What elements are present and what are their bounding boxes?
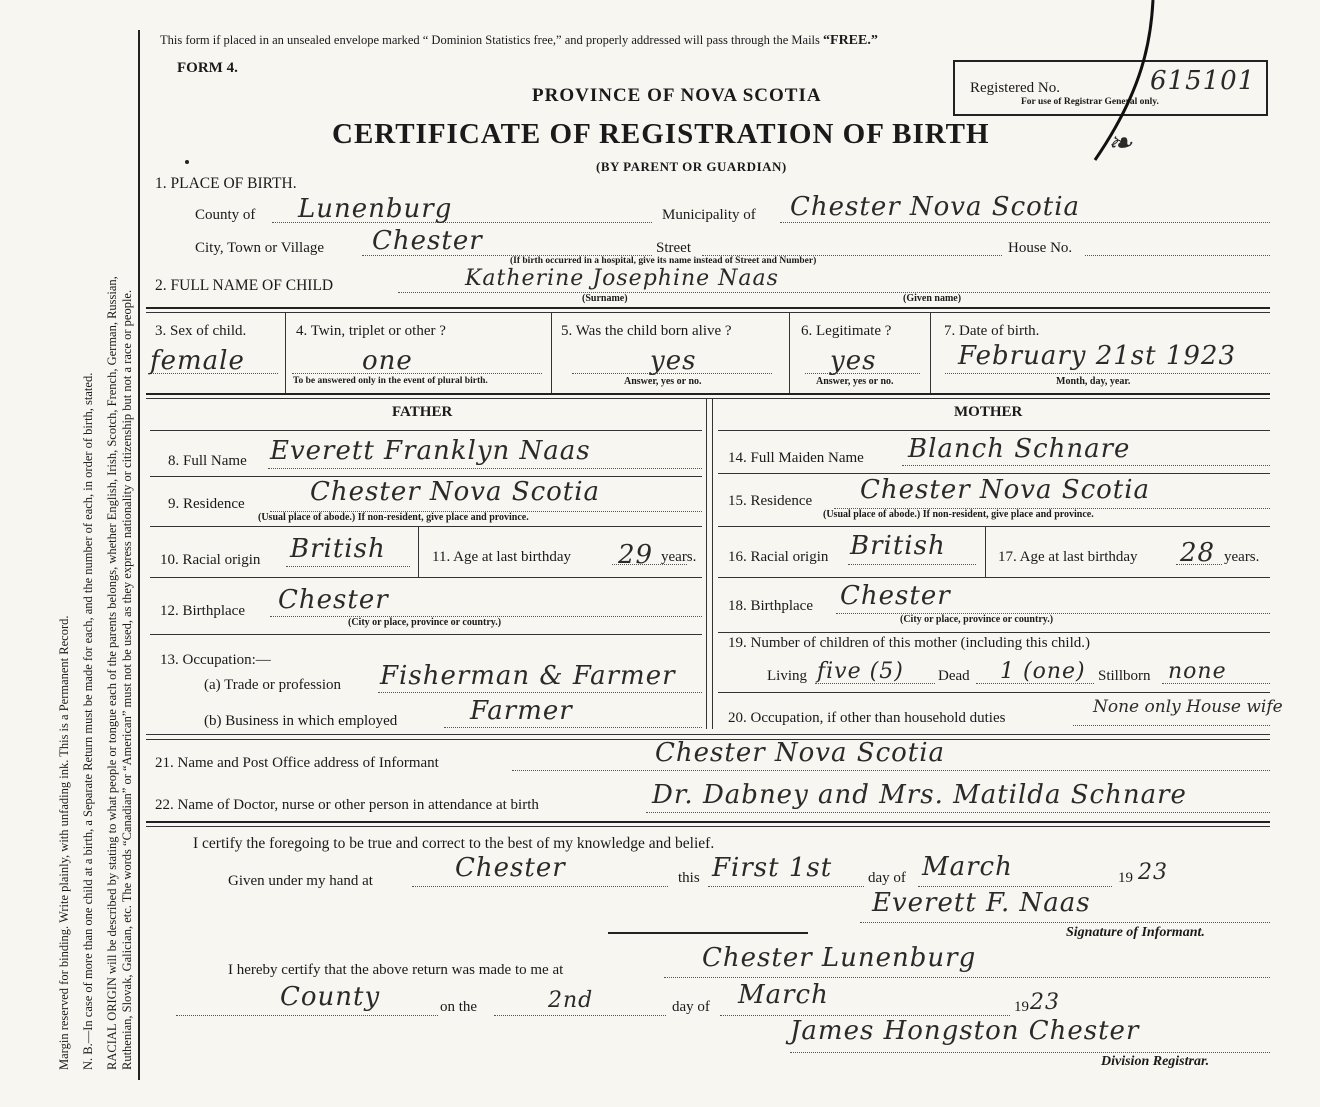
father-age-value: 29 [618,540,654,570]
child-name-label: 2. FULL NAME OF CHILD [155,277,334,294]
dead-label: Dead [938,668,970,684]
given-at-value: Chester [455,853,566,883]
informant-signature: Everett F. Naas [872,888,1091,918]
father-residence-label: 9. Residence [168,496,245,512]
form-number: FORM 4. [177,60,238,76]
father-name-value: Everett Franklyn Naas [270,436,591,466]
sex-value: female [150,346,245,376]
children-count-label: 19. Number of children of this mother (including this child.) [728,635,1091,651]
business-label: (b) Business in which employed [204,713,398,729]
trade-value: Fisherman & Farmer [380,661,676,691]
county-label: County of [195,207,256,223]
year-prefix-label: 19 [1118,870,1133,886]
mother-years-label: years. [1224,549,1260,565]
dob-value: February 21st 1923 [958,341,1237,371]
father-age-label: 11. Age at last birthday [432,549,571,565]
nb-note: N. B.—In case of more than one child at a birth, a Separate Return must be made for each, and the number of each, in order of birth, stated. [81,372,95,1070]
father-years-label: years. [661,549,697,565]
mother-name-label: 14. Full Maiden Name [728,450,864,466]
living-label: Living [767,668,807,684]
registrar-month-value: March [738,980,829,1010]
legitimate-value: yes [830,346,877,376]
mother-race-value: British [850,531,946,561]
municipality-label: Municipality of [662,207,756,223]
legitimate-label: 6. Legitimate ? [801,323,892,339]
father-race-label: 10. Racial origin [160,552,261,568]
this-label: this [678,870,700,886]
father-occupation-label: 13. Occupation:— [160,652,271,668]
registrar-statement: I hereby certify that the above return was made to me at [228,962,564,978]
registrar-note: For use of Registrar General only. [1021,97,1159,107]
father-heading: FATHER [392,404,453,420]
registrar-signature: James Hongston Chester [790,1016,1140,1046]
registered-no-label: Registered No. [970,80,1060,96]
father-name-label: 8. Full Name [168,453,247,469]
year-value: 23 [1138,860,1168,885]
legitimate-note: Answer, yes or no. [816,376,894,387]
mother-birthplace-label: 18. Birthplace [728,598,813,614]
registered-no-value: 615101 [1150,66,1256,96]
bullet-dot [185,160,189,164]
city-label: City, Town or Village [195,240,325,256]
margin-note: Margin reserved for binding. Write plainly, with unfading ink. This is a Permanent Record. [57,615,71,1070]
mother-heading: MOTHER [954,404,1023,420]
on-the-label: on the [440,999,478,1015]
mother-residence-value: Chester Nova Scotia [860,475,1151,505]
alive-value: yes [650,346,697,376]
mother-birthplace-note: (City or place, province or country.) [900,614,1054,625]
place-of-birth-heading: 1. PLACE OF BIRTH. [155,175,297,192]
given-under-label: Given under my hand at [228,873,373,889]
father-birthplace-note: (City or place, province or country.) [348,617,502,628]
ink-mark: ❧ [1107,126,1134,161]
city-value: Chester [372,226,483,256]
on-day-value: 2nd [548,988,594,1013]
living-value: five (5) [817,659,904,684]
father-race-value: British [290,534,386,564]
mother-age-label: 17. Age at last birthday [998,549,1138,565]
mail-note: This form if placed in an unsealed envelope marked “ Dominion Statistics free,” and properly addressed will pass through the Mails “FREE.” [160,33,878,48]
father-residence-value: Chester Nova Scotia [310,477,601,507]
form-left-border [138,30,140,1080]
racial-origin-note-1: RACIAL ORIGIN will be described by stating to what people or tongue each of the parents belongs, whether English, Irish, Scotch, French, German, Russian, [105,276,119,1070]
certify-statement: I certify the foregoing to be true and correct to the best of my knowledge and belief. [193,835,715,852]
trade-label: (a) Trade or profession [204,677,342,693]
mother-name-value: Blanch Schnare [908,434,1131,464]
subtitle: (BY PARENT OR GUARDIAN) [596,159,787,174]
twin-note: To be answered only in the event of plural birth. [293,376,488,386]
mother-occupation-value: None only House wife [1093,697,1283,717]
municipality-value: Chester Nova Scotia [790,192,1081,222]
house-label: House No. [1008,240,1073,256]
child-name-value: Katherine Josephine Naas [465,266,779,291]
street-label: Street [656,240,691,256]
given-name-note: (Given name) [903,293,962,304]
stillborn-value: none [1168,659,1227,684]
dead-value: 1 (one) [1000,659,1086,684]
informant-signature-label: Signature of Informant. [1066,925,1205,940]
registrar-county-value: County [280,982,381,1012]
mother-residence-note: (Usual place of abode.) If non-resident, give place and province. [823,509,1094,520]
mother-age-value: 28 [1180,538,1216,568]
father-residence-note: (Usual place of abode.) If non-resident, give place and province. [258,512,529,523]
mother-residence-label: 15. Residence [728,493,813,509]
registrar-day-of-label: day of [672,999,710,1015]
day-of-label: day of [868,870,906,886]
informant-value: Chester Nova Scotia [655,738,946,768]
province-heading: PROVINCE OF NOVA SCOTIA [532,85,822,106]
twin-label: 4. Twin, triplet or other ? [296,323,446,339]
dob-note: Month, day, year. [1056,376,1131,387]
informant-label: 21. Name and Post Office address of Informant [155,755,439,771]
county-value: Lunenburg [298,194,453,224]
alive-label: 5. Was the child born alive ? [561,323,732,339]
racial-origin-note-2: Ruthenian, Slovak, Galician, etc. The words “Canadian” or “American” must not be used, as they express nationality or citizenship but not a race or people. [120,289,134,1070]
registrar-at-value: Chester Lunenburg [702,943,977,973]
dob-label: 7. Date of birth. [944,323,1040,339]
this-day-value: First 1st [712,853,833,883]
stillborn-label: Stillborn [1098,668,1151,684]
month-value: March [922,852,1013,882]
twin-value: one [362,346,413,376]
registrar-year-value: 23 [1030,990,1060,1015]
mother-race-label: 16. Racial origin [728,549,829,565]
registrar-year-prefix: 19 [1014,999,1029,1015]
street-note: (If birth occurred in a hospital, give its name instead of Street and Number) [510,256,817,266]
father-birthplace-value: Chester [278,585,389,615]
page-title: CERTIFICATE OF REGISTRATION OF BIRTH [332,118,990,150]
father-birthplace-label: 12. Birthplace [160,603,245,619]
mother-birthplace-value: Chester [840,581,951,611]
surname-note: (Surname) [582,293,628,304]
mother-occupation-label: 20. Occupation, if other than household duties [728,710,1006,726]
alive-note: Answer, yes or no. [624,376,702,387]
division-registrar-label: Division Registrar. [1101,1054,1210,1069]
sex-label: 3. Sex of child. [155,323,247,339]
business-value: Farmer [470,696,573,726]
doctor-value: Dr. Dabney and Mrs. Matilda Schnare [652,780,1187,810]
doctor-label: 22. Name of Doctor, nurse or other person in attendance at birth [155,797,539,813]
